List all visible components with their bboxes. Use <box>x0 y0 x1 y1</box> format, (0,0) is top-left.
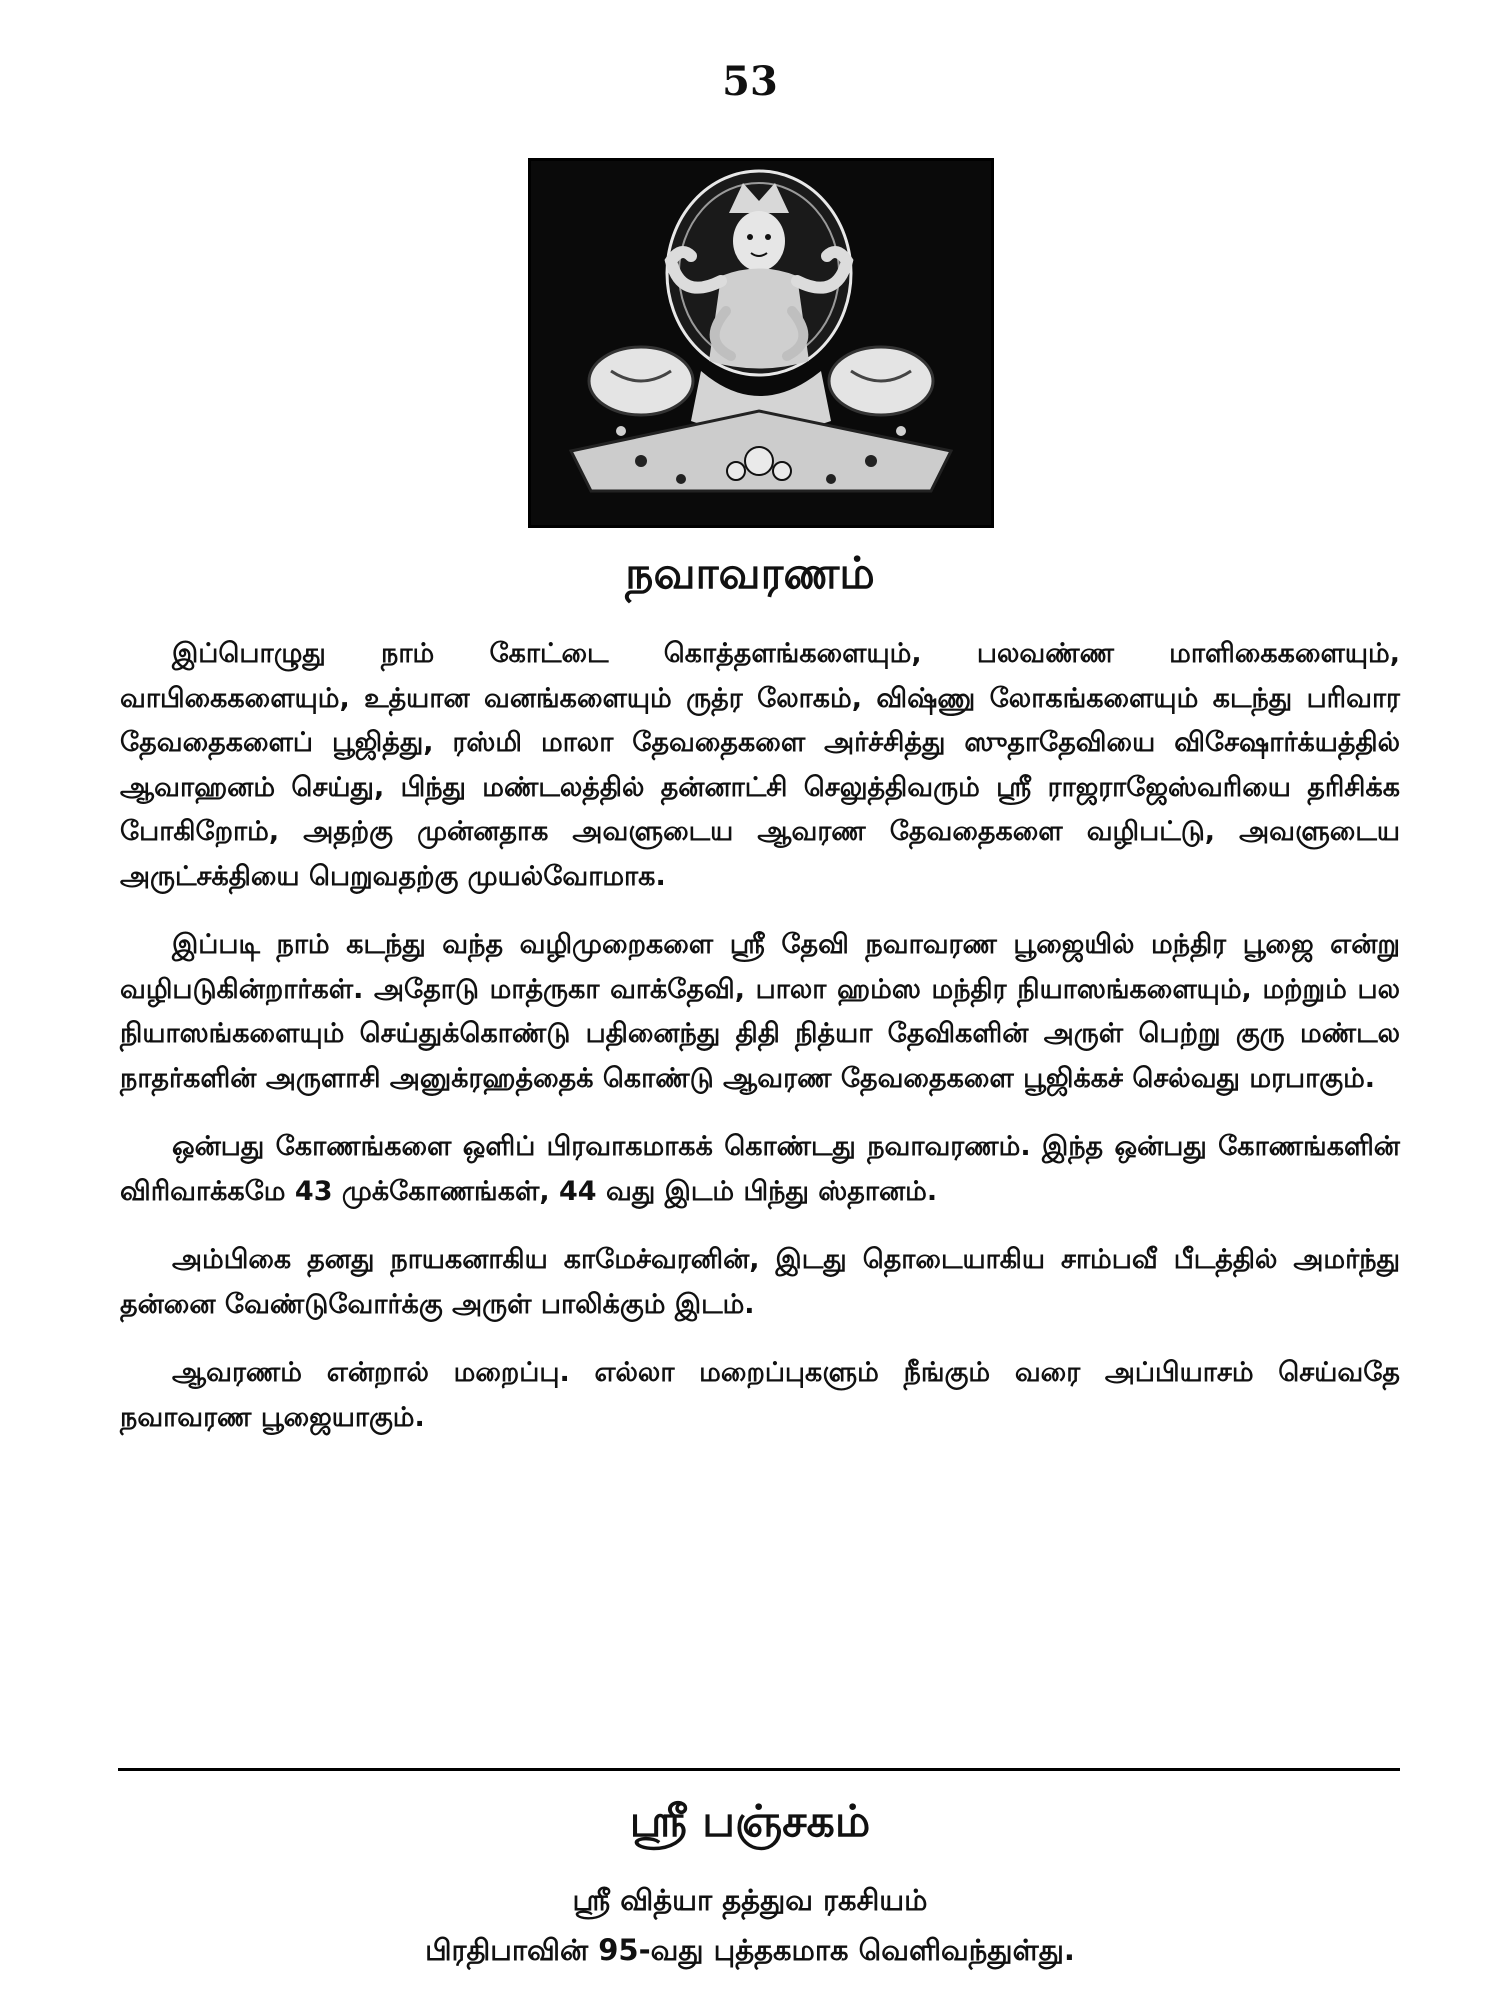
paragraph: இப்பொழுது நாம் கோட்டை கொத்தளங்களையும், பலவண்ண மாளிகைகளையும், வாபிகைகளையும், உத்யான வனங்களையும் ருத்ர லோகம், விஷ்ணு லோகங்களையும் கடந்து பரிவார தேவதைகளைப் பூஜித்து, ரஸ்மி மாலா தேவதைகளை அர்ச்சித்து ஸுதாதேவியை விசேஷார்க்யத்தில் ஆவாஹனம் செய்து, பிந்து மண்டலத்தில் தன்னாட்சி செலுத்திவரும் ஸ்ரீ ராஜராஜேஸ்வரியை தரிசிக்க போகிறோம், அதற்கு முன்னதாக அவளுடைய ஆவரண தேவதைகளை வழிபட்டு, அவளுடைய அருட்சக்தியை பெறுவதற்கு முயல்வோமாக. <box>120 638 1400 892</box>
section-title: நவாவரணம் <box>625 548 875 599</box>
paragraph: ஒன்பது கோணங்களை ஒளிப் பிரவாகமாகக் கொண்டது நவாவரணம். இந்த ஒன்பது கோணங்களின் விரிவாக்கமே 43 முக்கோணங்கள், 44 வது இடம் பிந்து ஸ்தானம். <box>120 1131 1400 1207</box>
footer-subtitle: ஸ்ரீ வித்யா தத்துவ ரகசியம் <box>572 1883 928 1917</box>
page-number: 53 <box>722 58 778 105</box>
footer-title: ஸ்ரீ பஞ்சகம் <box>629 1796 871 1847</box>
body-text <box>120 632 1400 1464</box>
divider <box>118 1768 1400 1771</box>
paragraph: ஆவரணம் என்றால் மறைப்பு. எல்லா மறைப்புகளும் நீங்கும் வரை அப்பியாசம் செய்வதே நவாவரண பூஜையாகும். <box>120 1357 1400 1433</box>
goddess-illustration <box>528 158 994 528</box>
paragraph: இப்படி நாம் கடந்து வந்த வழிமுறைகளை ஸ்ரீ தேவி நவாவரண பூஜையில் மந்திர பூஜை என்று வழிபடுகின்றார்கள். அதோடு மாத்ருகா வாக்தேவி, பாலா ஹம்ஸ மந்திர நியாஸங்களையும், மற்றும் பல நியாஸங்களையும் செய்துக்கொண்டு பதினைந்து திதி நித்யா தேவிகளின் அருள் பெற்று குரு மண்டல நாதர்களின் அருளாசி அனுக்ரஹத்தைக் கொண்டு ஆவரண தேவதைகளை பூஜிக்கச் செல்வது மரபாகும். <box>120 929 1400 1094</box>
footer-note: பிரதிபாவின் 95-வது புத்தகமாக வெளிவந்துள்து. <box>425 1933 1075 1967</box>
goddess-illustration-icon <box>531 161 991 525</box>
paragraph: அம்பிகை தனது நாயகனாகிய காமேச்வரனின், இடது தொடையாகிய சாம்பவீ பீடத்தில் அமர்ந்து தன்னை வேண்டுவோர்க்கு அருள் பாலிக்கும் இடம். <box>120 1244 1400 1320</box>
